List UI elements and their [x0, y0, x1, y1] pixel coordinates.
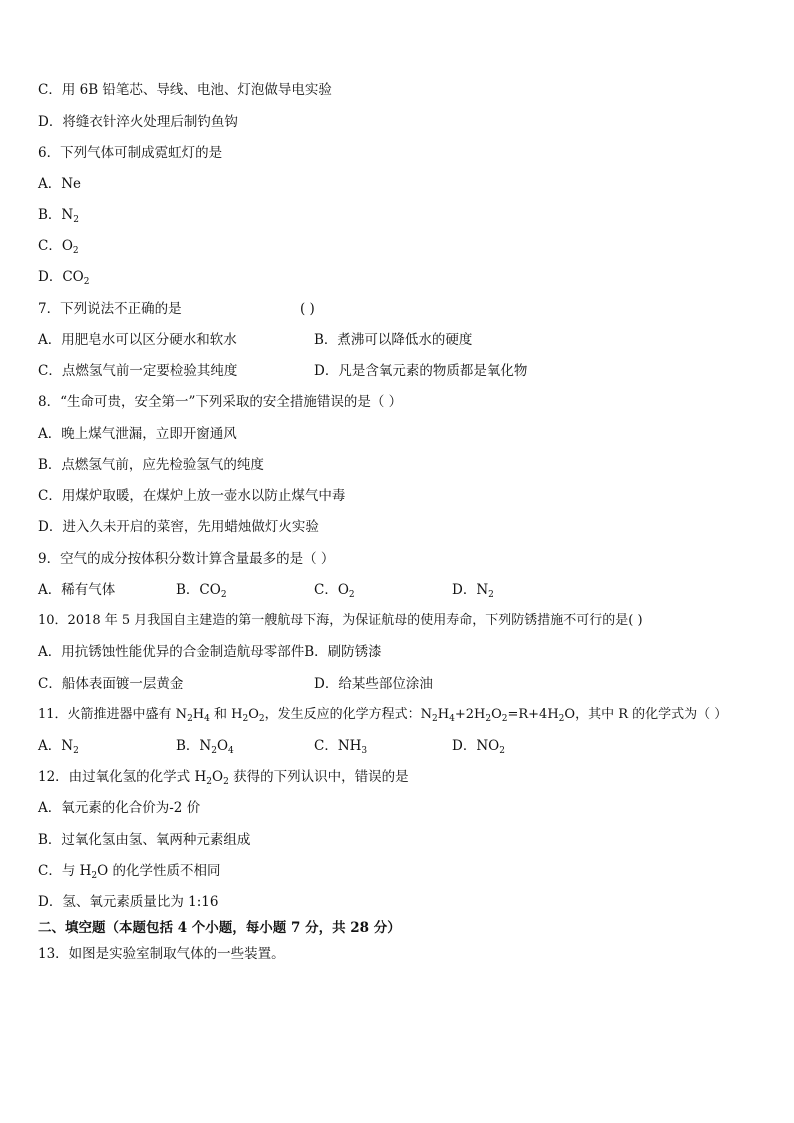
q10-option-ab: A．用抗锈蚀性能优异的合金制造航母零部件B．刷防锈漆 [38, 644, 382, 660]
q6-option-c: C．$O_2$ [38, 238, 79, 256]
question-12-stem: 12．由过氧化氢的化学式 $H_2O_2$ 获得的下列认识中，错误的是 [38, 769, 409, 787]
q12-option-c: C．与 $H_2O$ 的化学性质不相同 [38, 863, 221, 881]
question-11-stem: 11．火箭推进器中盛有 $N_2H_4$ 和 $H_2O_2$，发生反应的化学方程式：$N_2H_4+2H_2O_2=R+4H_2O$，其中 R 的化学式为（ ） [38, 707, 728, 724]
q9-option-c: C．$O_2$ [314, 582, 355, 600]
question-8-stem: 8．“生命可贵，安全第一”下列采取的安全措施错误的是（ ） [38, 394, 403, 410]
q7-option-d: D．凡是含氧元素的物质都是氧化物 [314, 363, 528, 379]
q12-option-d: D．氢、氧元素质量比为 1:16 [38, 894, 219, 910]
q12-option-b: B．过氧化氢由氢、氧两种元素组成 [38, 832, 251, 848]
q6-option-b: B．$N_2$ [38, 207, 79, 225]
q11-option-b: B．$N_2O_4$ [176, 738, 234, 756]
q11-option-d: D．$NO_2$ [452, 738, 505, 756]
q6-option-d: D．$CO_2$ [38, 269, 90, 287]
q11-option-c: C．$NH_3$ [314, 738, 368, 756]
q9-option-b: B．$CO_2$ [176, 582, 227, 600]
question-10-stem: 10．2018 年 5 月我国自主建造的第一艘航母下海，为保证航母的使用寿命，下列防锈措施不可行的是( ) [38, 613, 643, 628]
q8-option-d: D．进入久未开启的菜窖，先用蜡烛做灯火实验 [38, 519, 319, 535]
question-6-stem: 6．下列气体可制成霓虹灯的是 [38, 145, 223, 161]
q10-option-c: C．船体表面镀一层黄金 [38, 676, 184, 692]
question-9-stem: 9．空气的成分按体积分数计算含量最多的是（ ） [38, 551, 335, 567]
q11-option-a: A．$N_2$ [38, 738, 79, 756]
option-d: D．将缝衣针淬火处理后制钓鱼钩 [38, 114, 238, 130]
q7-option-b: B．煮沸可以降低水的硬度 [314, 332, 473, 348]
q7-option-c: C．点燃氢气前一定要检验其纯度 [38, 363, 238, 379]
q7-option-a: A．用肥皂水可以区分硬水和软水 [38, 332, 237, 348]
question-7-stem: 7．下列说法不正确的是 ( ) [38, 301, 315, 317]
question-13-stem: 13．如图是实验室制取气体的一些装置。 [38, 946, 285, 962]
answer-bracket: ( ) [300, 301, 315, 317]
q9-option-a: A．稀有气体 [38, 582, 116, 598]
q8-option-c: C．用煤炉取暖，在煤炉上放一壶水以防止煤气中毒 [38, 488, 346, 504]
q9-option-d: D．$N_2$ [452, 582, 494, 600]
q6-option-a: A．Ne [38, 176, 82, 192]
q8-option-a: A．晚上煤气泄漏，立即开窗通风 [38, 426, 237, 442]
q8-option-b: B．点燃氢气前，应先检验氢气的纯度 [38, 457, 264, 473]
option-c: C．用 6B 铅笔芯、导线、电池、灯泡做导电实验 [38, 82, 332, 98]
section-heading: 二、填空题（本题包括 4 个小题，每小题 7 分，共 28 分） [38, 920, 401, 936]
q10-option-d: D．给某些部位涂油 [314, 676, 433, 692]
q12-option-a: A．氧元素的化合价为-2 价 [38, 800, 201, 816]
